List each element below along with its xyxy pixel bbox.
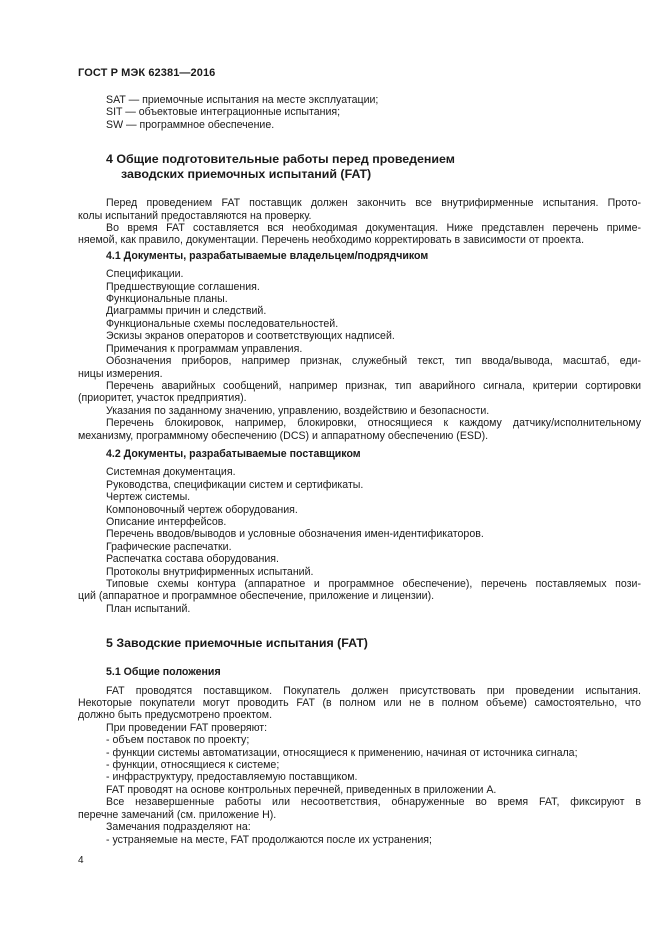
list-item [78,578,641,603]
text-line: - функции системы автоматизации, относящиеся к применению, начиная от источника сигнала; [106,746,578,759]
list-item [78,330,641,342]
text-line: - функции, относящиеся к системе; [106,759,280,772]
text-line: FAT проводятся поставщиком. Покупатель должен присутствовать при проведении испытания. [106,684,641,697]
text-line: Функциональные планы. [106,293,228,306]
abbreviation-item: SAT — приемочные испытания на месте эксплуатации; [106,94,379,106]
text-line: Распечатка состава оборудования. [106,553,279,566]
list-item [78,405,641,417]
text-line: Некоторые покупатели могут проводить FAT (в полном или не в полном объеме) самостоятельно, что [78,697,641,710]
text-line: няемой, как правило, документации. Перечень необходимо корректировать в зависимости от проекта. [78,234,585,247]
text-line: Перечень блокировок, например, блокировки, относящиеся к каждому датчику/исполнительному [106,417,641,430]
list-item [78,553,641,565]
subsection-4-1-title: 4.1 Документы, разрабатываемые владельцем/подрядчиком [106,249,429,262]
section-5-1-paragraph-3 [78,796,641,821]
text-line: Системная документация. [106,466,236,479]
text-line: Спецификации. [106,268,184,281]
list-item [78,318,641,330]
abbreviations-list [78,94,641,131]
text-line: Протоколы внутрифирменных испытаний. [106,565,314,578]
text-line: должно быть предусмотрено проектом. [78,709,273,722]
list-item [78,380,641,405]
subsection-5-1-title: 5.1 Общие положения [106,666,221,679]
text-line: Все незавершенные работы или несоответствия, обнаруженные во время FAT, фиксируют в [106,796,641,809]
remarks-items-list [78,834,641,846]
text-line: Обозначения приборов, например признак, служебный текст, тип ввода/вывода, масштаб, еди- [106,355,641,368]
text-line: Перед проведением FAT поставщик должен закончить все внутрифирменные испытания. Прото- [106,197,641,210]
check-items-list [78,734,641,784]
text-line: Графические распечатки. [106,540,232,553]
section-4-paragraph-2 [78,222,641,247]
section-4-title [78,152,641,182]
text-line: ницы измерения. [78,367,163,380]
text-line: Типовые схемы контура (аппаратное и программное обеспечение), перечень поставляемых пози- [106,578,641,590]
list-item [78,293,641,305]
text-line: Перечень аварийных сообщений, например признак, тип аварийного сигнала, критерии сортировки [106,379,641,392]
list-item [78,504,641,516]
section-5-1-paragraph-1 [78,685,641,722]
text-line: План испытаний. [106,602,191,615]
text-line: - объем поставок по проекту; [106,734,250,747]
section-5-1-paragraph-2: FAT проводят на основе контрольных перечней, приведенных в приложении А. [106,783,497,796]
text-line: Перечень вводов/выводов и условные обозначения имен-идентификаторов. [106,528,484,541]
text-line: Руководства, спецификации систем и сертификаты. [106,478,364,491]
subsection-4-2-list [78,466,641,615]
list-item [78,305,641,317]
list-item [78,566,641,578]
list-item [78,417,641,442]
subsection-4-2-title: 4.2 Документы, разрабатываемые поставщиком [106,447,361,460]
list-item [78,603,641,615]
text-line: перечне замечаний (см. приложение Н). [78,808,277,821]
subsection-4-1-list [78,268,641,442]
text-line: Указания по заданному значению, управлению, воздействию и безопасности. [106,404,490,417]
text-line: Функциональные схемы последовательностей. [106,317,339,330]
list-item [78,355,641,380]
list-item [78,281,641,293]
text-line: Во время FAT составляется вся необходимая документация. Ниже представлен перечень приме- [106,222,641,235]
remarks-intro: Замечания подразделяют на: [106,821,251,834]
text-line: Описание интерфейсов. [106,515,227,528]
text-line: - инфраструктуру, предоставляемую поставщиком. [106,771,358,784]
text-line: ций (аппаратное и программное обеспечение, приложение и лицензии). [78,590,435,603]
abbreviation-item: SW — программное обеспечение. [106,118,275,131]
text-line: Диаграммы причин и следствий. [106,305,267,318]
text-line: механизму, программному обеспечению (DCS) и аппаратному обеспечению (ESD). [78,429,489,442]
text-line: (приоритет, участок предприятия). [78,392,247,405]
list-item [78,479,641,491]
section-5-title: 5 Заводские приемочные испытания (FAT) [106,636,368,651]
list-item [78,491,641,503]
list-item [78,466,641,478]
abbreviation-item: SIT — объектовые интеграционные испытания; [106,106,341,119]
text-line: Эскизы экранов операторов и соответствующих надписей. [106,330,395,343]
list-item [78,343,641,355]
check-intro: При проведении FAT проверяют: [106,721,268,734]
text-line: Чертеж системы. [106,491,191,504]
page-number: 4 [78,855,84,866]
text-line: колы испытаний предоставляются на проверку. [78,209,312,222]
list-item [78,516,641,528]
section-4-title-line2: заводских приемочных испытаний (FAT) [121,167,372,182]
text-line: Компоновочный чертеж оборудования. [106,503,298,516]
list-item [78,541,641,553]
page-content [78,94,641,846]
document-header: ГОСТ Р МЭК 62381—2016 [78,67,216,79]
text-line: - устраняемые на месте, FAT продолжаются после их устранения; [106,833,432,846]
section-4-paragraph-1 [78,197,641,222]
section-4-title-line1: 4 Общие подготовительные работы перед проведением [106,152,455,167]
list-item [78,268,641,280]
text-line: Предшествующие соглашения. [106,280,260,293]
text-line: Примечания к программам управления. [106,342,303,355]
list-item [78,528,641,540]
